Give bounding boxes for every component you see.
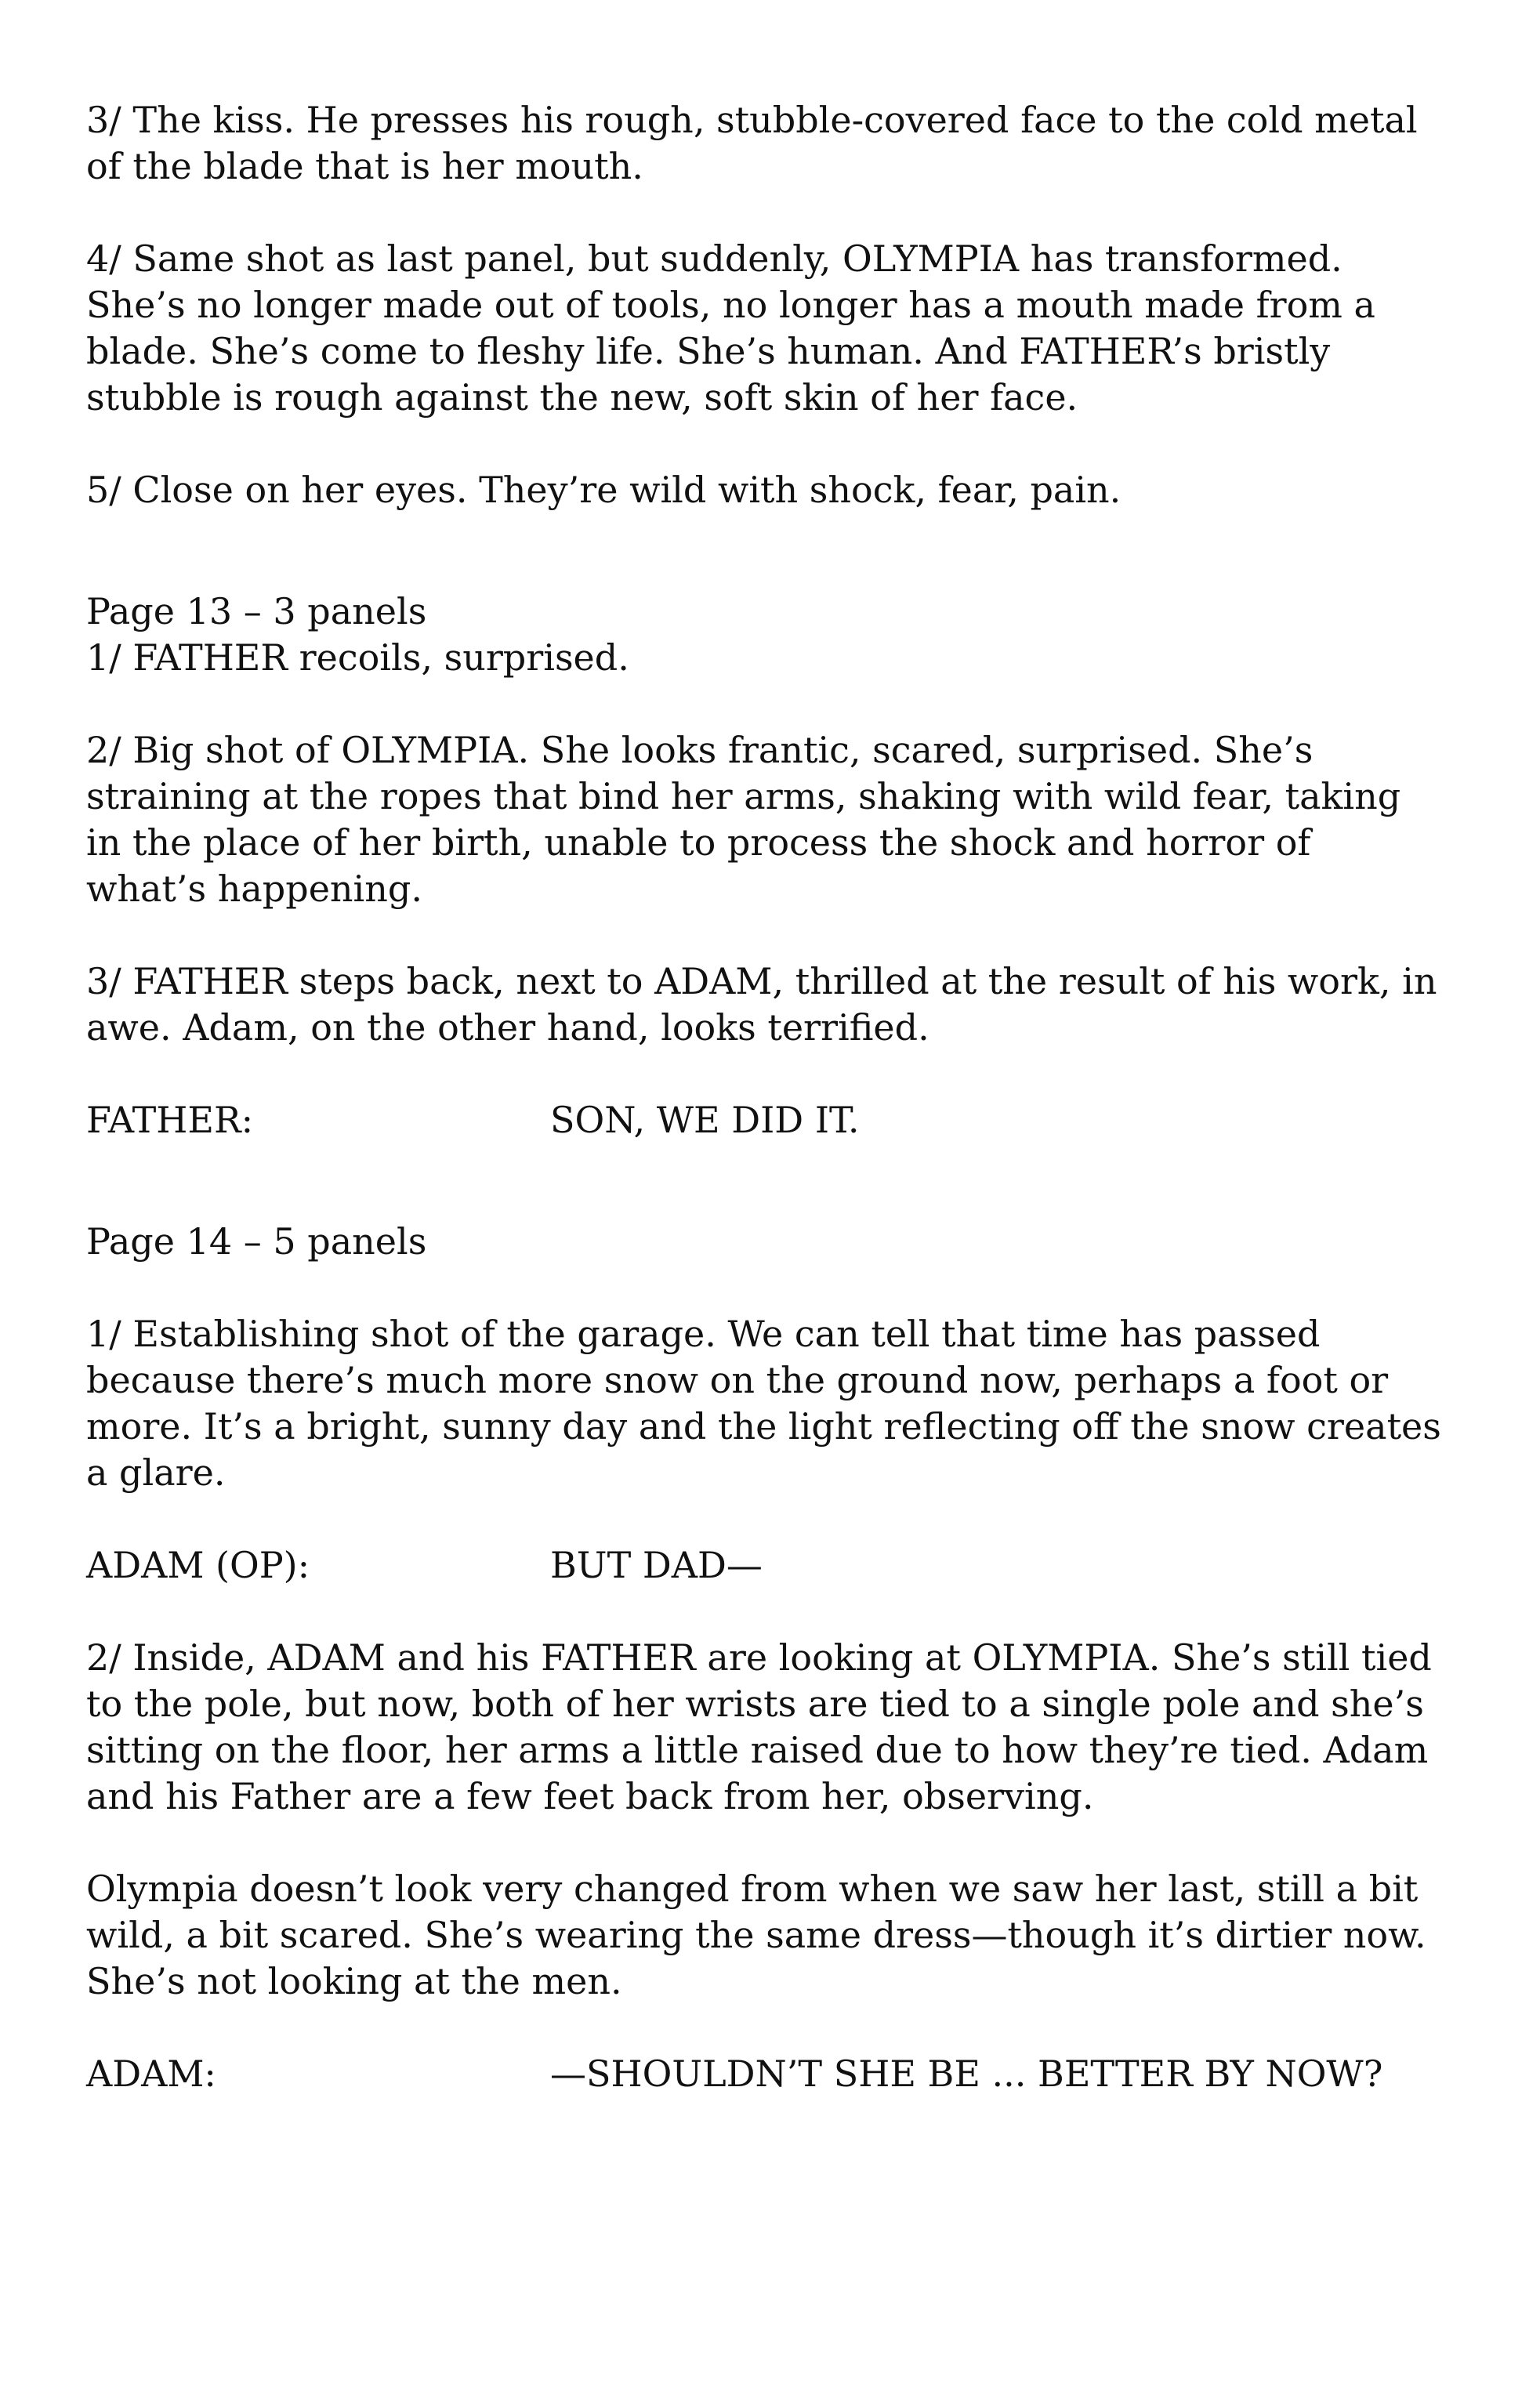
spacer <box>86 1051 1442 1097</box>
spacer <box>86 1820 1442 1866</box>
dialogue-speaker: ADAM (OP): <box>86 1544 310 1586</box>
spacer <box>86 190 1442 236</box>
panel-description: 2/ Big shot of OLYMPIA. She looks frantic, scared, surprised. She’s straining at the ropes that bind her arms, shaking with wild fear, taking in the place of her birth, unable to process the shock and horror of what’s happening. <box>86 729 1401 910</box>
panel-description: 5/ Close on her eyes. They’re wild with shock, fear, pain. <box>86 469 1121 511</box>
panel-description: 3/ The kiss. He presses his rough, stubble-covered face to the cold metal of the blade that is her mouth. <box>86 99 1418 187</box>
spacer <box>86 2005 1442 2051</box>
panel-description: Olympia doesn’t look very changed from when we saw her last, still a bit wild, a bit scared. She’s wearing the same dress—though it’s dirtier now. She’s not looking at the men. <box>86 1868 1426 2002</box>
spacer <box>86 1143 1442 1219</box>
dialogue-line: BUT DAD— <box>550 1544 763 1586</box>
spacer <box>86 421 1442 467</box>
panel-description: 1/ FATHER recoils, surprised. <box>86 636 629 679</box>
dialogue-speaker: ADAM: <box>86 2053 216 2095</box>
panel-description: 3/ FATHER steps back, next to ADAM, thrilled at the result of his work, in awe. Adam, on the other hand, looks terrified. <box>86 960 1437 1049</box>
script-page <box>86 97 1442 2097</box>
page-heading: Page 14 – 5 panels <box>86 1220 427 1263</box>
dialogue-line: SON, WE DID IT. <box>550 1099 860 1141</box>
spacer <box>86 1589 1442 1635</box>
dialogue-row <box>86 1097 1442 1143</box>
spacer <box>86 513 1442 589</box>
spacer <box>86 1265 1442 1311</box>
spacer <box>86 681 1442 727</box>
dialogue-row <box>86 2051 1442 2097</box>
dialogue-speaker: FATHER: <box>86 1099 254 1141</box>
page-heading: Page 13 – 3 panels <box>86 590 427 632</box>
spacer <box>86 1496 1442 1542</box>
panel-description: 4/ Same shot as last panel, but suddenly, OLYMPIA has transformed. She’s no longer made out of tools, no longer has a mouth made from a blade. She’s come to fleshy life. She’s human. And FATHER’s bristly stubble is rough against the new, soft skin of her face. <box>86 237 1375 418</box>
spacer <box>86 912 1442 958</box>
dialogue-line: —SHOULDN’T SHE BE ... BETTER BY NOW? <box>550 2053 1383 2095</box>
dialogue-row <box>86 1542 1442 1589</box>
panel-description: 2/ Inside, ADAM and his FATHER are looking at OLYMPIA. She’s still tied to the pole, but now, both of her wrists are tied to a single pole and she’s sitting on the floor, her arms a little raised due to how they’re tied. Adam and his Father are a few feet back from her, observing. <box>86 1636 1432 1817</box>
panel-description: 1/ Establishing shot of the garage. We can tell that time has passed because there’s much more snow on the ground now, perhaps a foot or more. It’s a bright, sunny day and the light reflecting off the snow creates a glare. <box>86 1313 1441 1494</box>
